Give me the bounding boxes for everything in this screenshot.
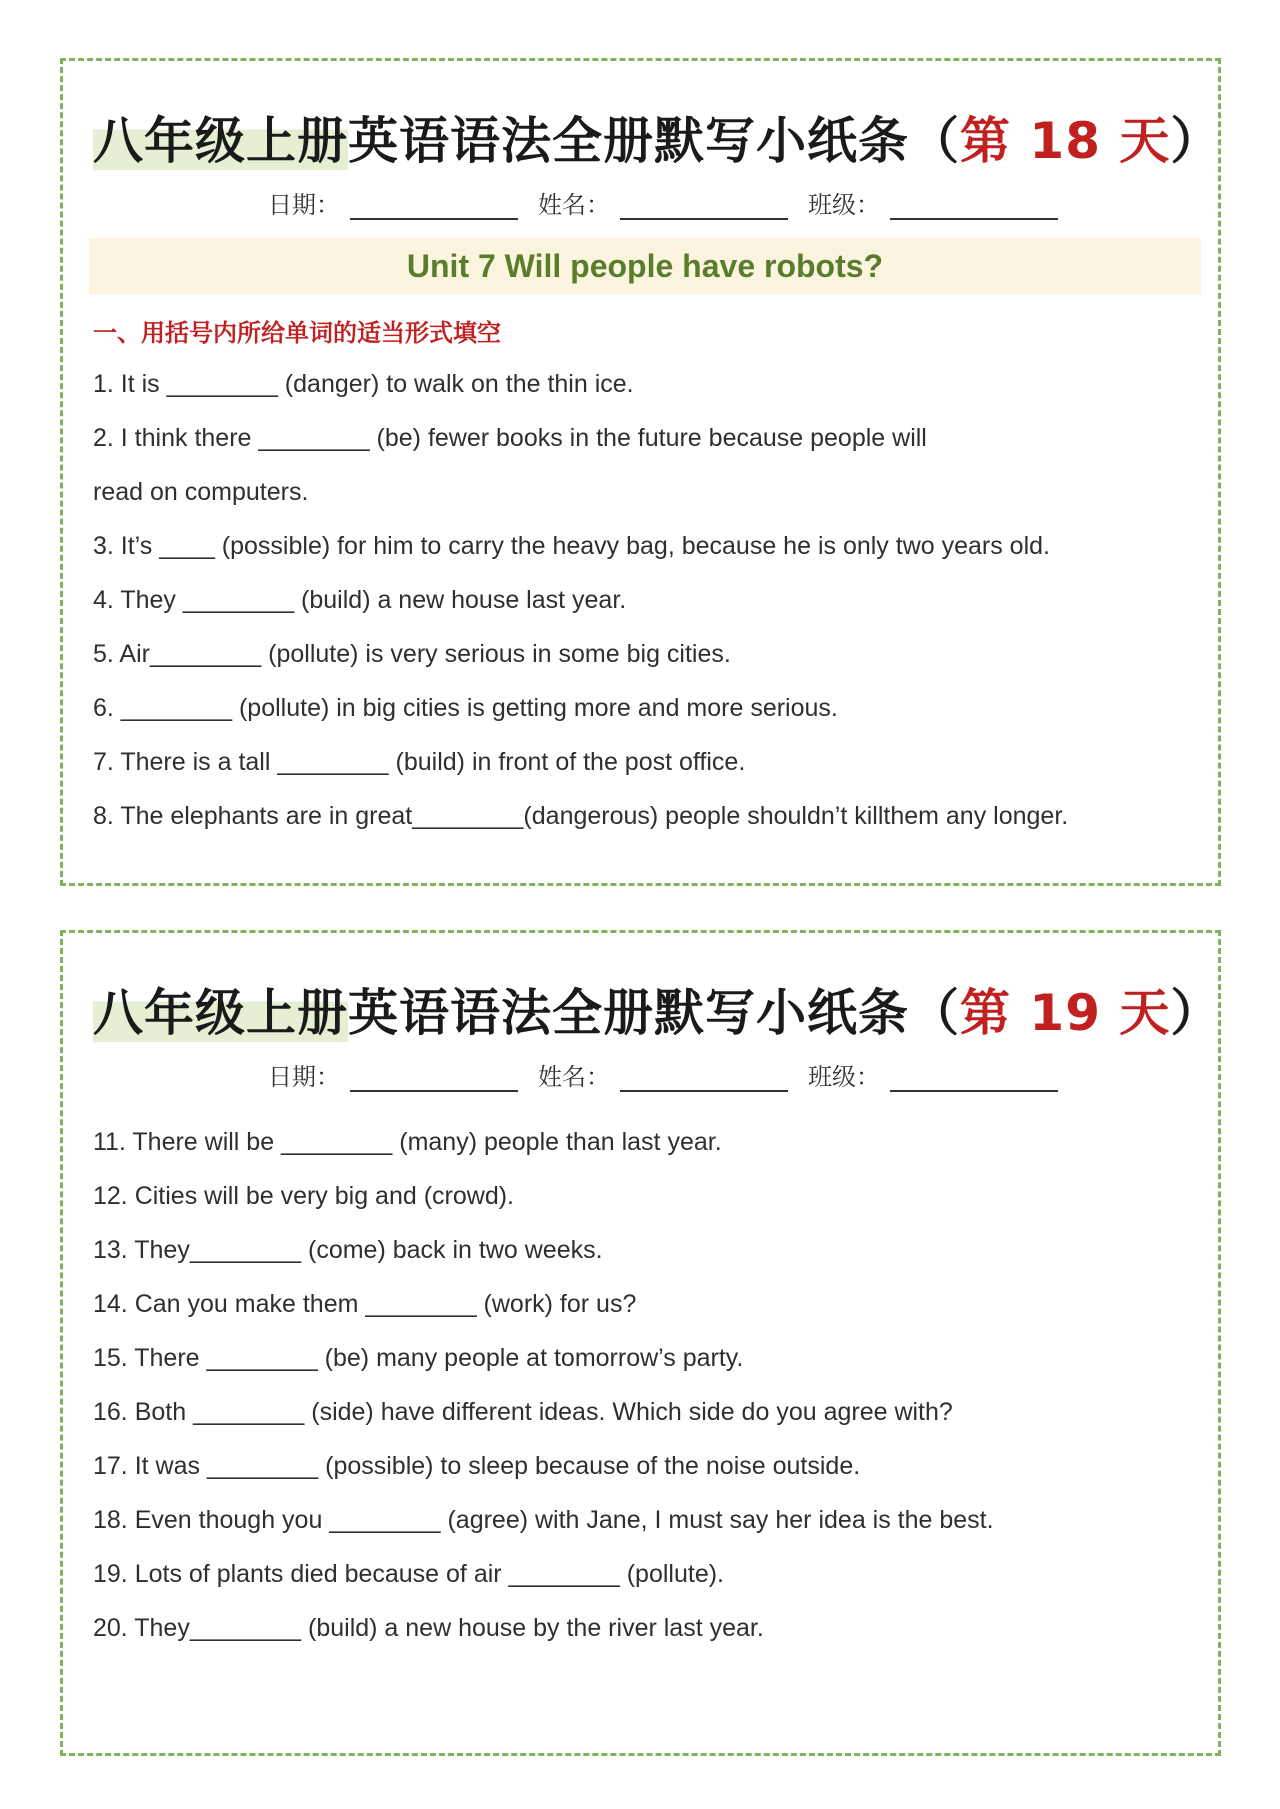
worksheet-title xyxy=(93,983,1221,1043)
question-item: 20. They________ (build) a new house by the river last year. xyxy=(93,1614,764,1642)
question-item: 13. They________ (come) back in two weeks. xyxy=(93,1236,603,1264)
question-list xyxy=(93,357,1068,843)
question-item: 19. Lots of plants died because of air ________ (pollute). xyxy=(93,1560,724,1588)
name-label: 姓名： xyxy=(538,191,610,219)
class-blank[interactable] xyxy=(890,1066,1058,1092)
info-row xyxy=(268,1057,1068,1092)
class-label: 班级： xyxy=(808,191,880,219)
question-item: 6. ________ (pollute) in big cities is getting more and more serious. xyxy=(93,694,838,722)
question-item: 15. There ________ (be) many people at tomorrow’s party. xyxy=(93,1344,744,1372)
title-main: 英语语法全册默写小纸条（ xyxy=(348,112,960,170)
question-item: 17. It was ________ (possible) to sleep because of the noise outside. xyxy=(93,1452,861,1480)
class-blank[interactable] xyxy=(890,194,1058,220)
info-row xyxy=(268,185,1068,220)
section-heading: 一、用括号内所给单词的适当形式填空 xyxy=(93,319,501,347)
title-day: 第 19 天 xyxy=(960,984,1171,1042)
question-item: 7. There is a tall ________ (build) in front of the post office. xyxy=(93,748,746,776)
title-highlight: 八年级上册 xyxy=(93,984,348,1042)
name-blank[interactable] xyxy=(620,1066,788,1092)
worksheet-card-day-19 xyxy=(60,930,1221,1756)
worksheet-card-day-18 xyxy=(60,58,1221,886)
question-item: 3. It’s ____ (possible) for him to carry the heavy bag, because he is only two years old. xyxy=(93,532,1050,560)
question-item: 8. The elephants are in great________(dangerous) people shouldn’t killthem any longer. xyxy=(93,802,1069,830)
question-item: read on computers. xyxy=(93,478,309,506)
date-blank[interactable] xyxy=(350,194,518,220)
title-main: 英语语法全册默写小纸条（ xyxy=(348,984,960,1042)
question-item: 2. I think there ________ (be) fewer books in the future because people will xyxy=(93,424,927,452)
title-day: 第 18 天 xyxy=(960,112,1171,170)
question-item: 11. There will be ________ (many) people than last year. xyxy=(93,1128,722,1156)
question-item: 14. Can you make them ________ (work) for us? xyxy=(93,1290,637,1318)
date-blank[interactable] xyxy=(350,1066,518,1092)
question-item: 1. It is ________ (danger) to walk on the thin ice. xyxy=(93,370,634,398)
question-item: 4. They ________ (build) a new house last year. xyxy=(93,586,627,614)
name-blank[interactable] xyxy=(620,194,788,220)
name-label: 姓名： xyxy=(538,1063,610,1091)
unit-title: Unit 7 Will people have robots? xyxy=(89,238,1201,294)
class-label: 班级： xyxy=(808,1063,880,1091)
question-item: 18. Even though you ________ (agree) with Jane, I must say her idea is the best. xyxy=(93,1506,994,1534)
worksheet-title xyxy=(93,111,1221,171)
question-item: 5. Air________ (pollute) is very serious in some big cities. xyxy=(93,640,731,668)
date-label: 日期： xyxy=(268,191,340,219)
question-item: 16. Both ________ (side) have different ideas. Which side do you agree with? xyxy=(93,1398,953,1426)
date-label: 日期： xyxy=(268,1063,340,1091)
title-highlight: 八年级上册 xyxy=(93,112,348,170)
question-list xyxy=(93,1115,994,1655)
question-item: 12. Cities will be very big and (crowd). xyxy=(93,1182,514,1210)
title-close: ） xyxy=(1170,984,1222,1042)
title-close: ） xyxy=(1170,112,1222,170)
